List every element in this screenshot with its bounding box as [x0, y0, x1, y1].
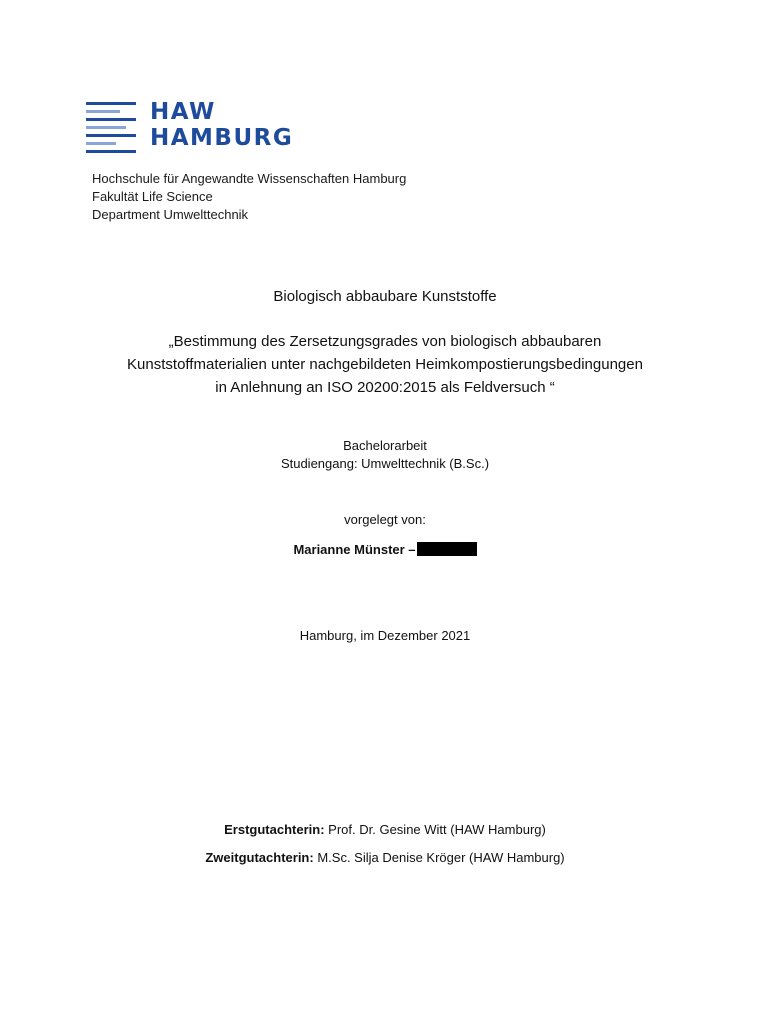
- first-reviewer: [0, 822, 770, 837]
- faculty-name: Fakultät Life Science: [92, 189, 213, 204]
- logo-text-haw: HAW: [150, 99, 216, 125]
- thesis-type: Bachelorarbeit: [343, 438, 427, 453]
- first-reviewer-label: Erstgutachterin:: [224, 822, 325, 837]
- first-reviewer-name: Prof. Dr. Gesine Witt (HAW Hamburg): [328, 822, 546, 837]
- university-name: Hochschule für Angewandte Wissenschaften Hamburg: [92, 171, 407, 186]
- place-date: Hamburg, im Dezember 2021: [299, 628, 471, 643]
- department-name: Department Umwelttechnik: [92, 207, 249, 222]
- second-reviewer-label: Zweitgutachterin:: [205, 850, 314, 865]
- thesis-title: [0, 330, 770, 399]
- thesis-info: [0, 437, 770, 473]
- second-reviewer: [0, 850, 770, 865]
- logo-stripes-icon: [86, 100, 140, 154]
- title-line-2: Kunststoffmaterialien unter nachgebildeten Heimkompostierungsbedingungen: [127, 356, 643, 373]
- author-line: [0, 542, 770, 557]
- presented-by-label: vorgelegt von:: [344, 512, 426, 527]
- institution-block: [92, 170, 406, 224]
- subject-heading: Biologisch abbaubare Kunststoffe: [273, 288, 497, 305]
- second-reviewer-name: M.Sc. Silja Denise Kröger (HAW Hamburg): [317, 850, 565, 865]
- redaction-box: [417, 542, 477, 556]
- study-program: Studiengang: Umwelttechnik (B.Sc.): [280, 456, 490, 471]
- haw-hamburg-logo: [86, 100, 306, 154]
- author-name: Marianne Münster –: [293, 542, 416, 557]
- title-line-1: „Bestimmung des Zersetzungsgrades von biologisch abbaubaren: [168, 333, 602, 350]
- title-line-3: in Anlehnung an ISO 20200:2015 als Feldversuch “: [215, 379, 555, 396]
- logo-text-hamburg: HAMBURG: [150, 125, 294, 151]
